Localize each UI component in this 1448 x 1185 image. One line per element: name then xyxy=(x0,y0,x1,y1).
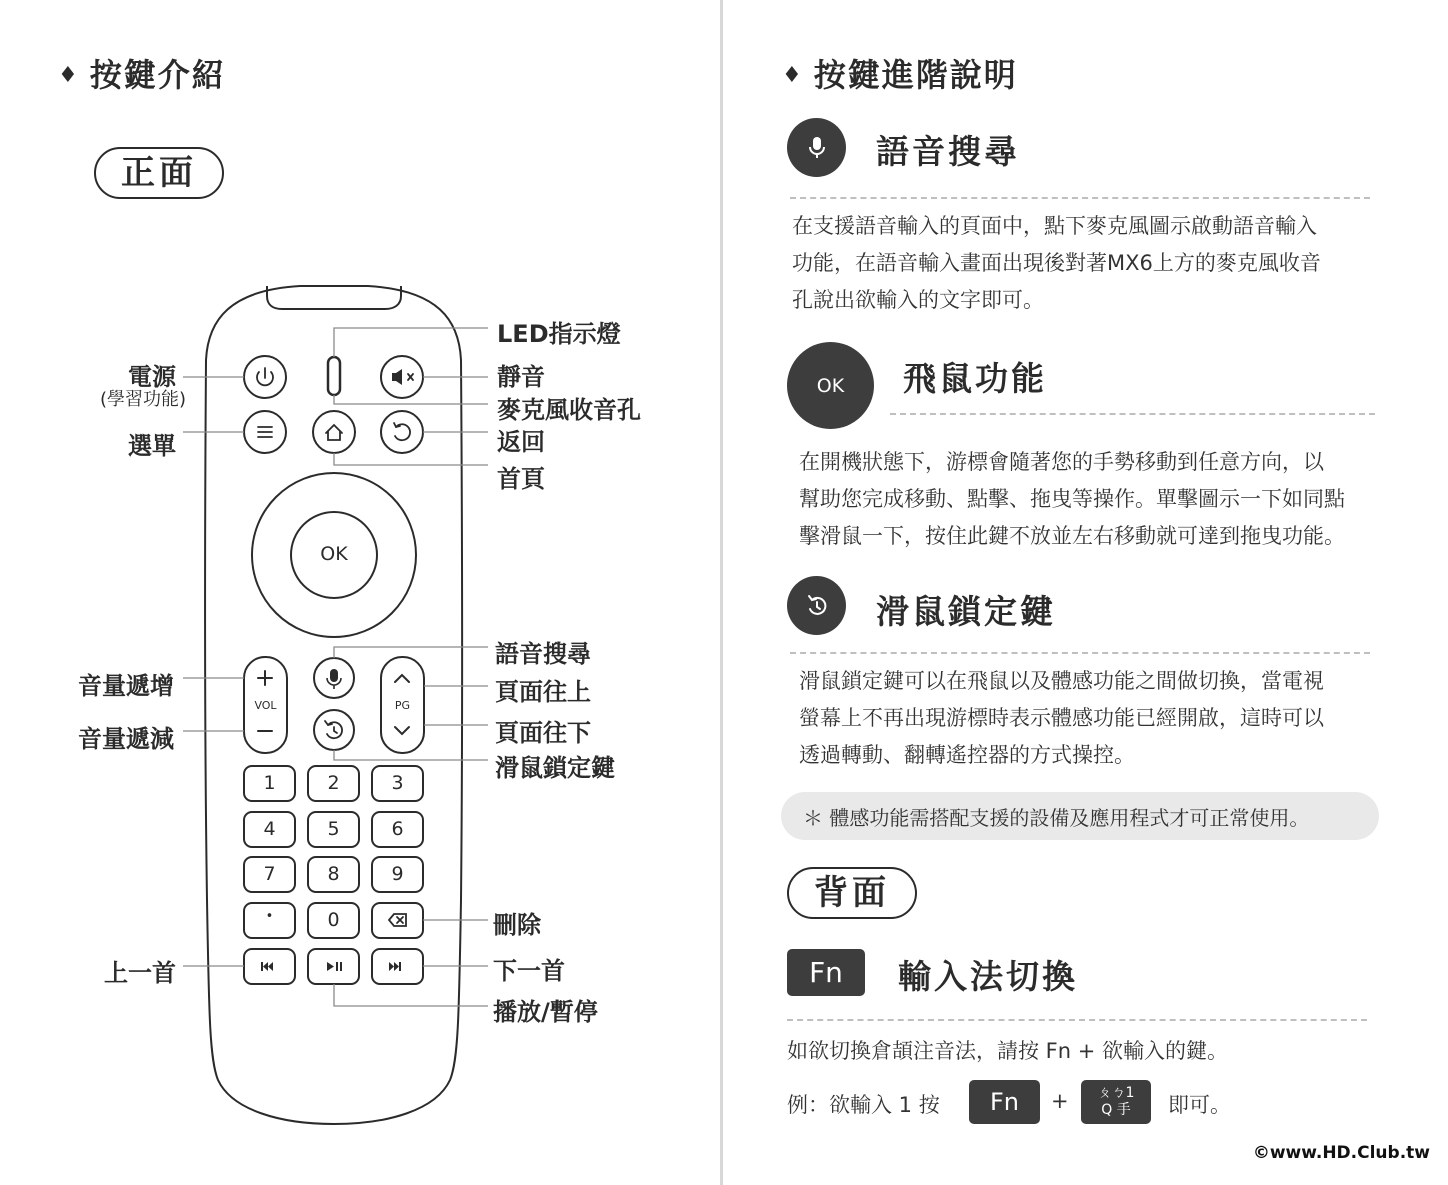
voice-line-2: 功能，在語音輸入畫面出現後對著MX6上方的麥克風收音 xyxy=(792,251,1321,275)
callout-mic-hole: 麥克風收音孔 xyxy=(497,396,641,424)
motion-note: ＊ 體感功能需搭配支援的設備及應用程式才可正常使用。 xyxy=(781,792,1379,840)
key-0-label: 0 xyxy=(327,909,340,931)
center-divider xyxy=(720,0,723,1185)
remote-top-notch xyxy=(267,286,401,309)
back-button xyxy=(381,411,423,453)
mouse-lock-icon xyxy=(802,591,832,621)
mouselock-line-3: 透過轉動、翻轉遙控器的方式操控。 xyxy=(799,743,1135,767)
pg-down-chevron-icon xyxy=(395,727,409,734)
voice-search-desc xyxy=(792,208,1392,319)
air-mouse-badge: OK xyxy=(787,342,874,429)
led-leader-line xyxy=(334,328,488,357)
home-button xyxy=(313,411,355,453)
callout-page-down: 頁面往下 xyxy=(495,719,591,747)
key-4-label: 4 xyxy=(263,818,276,840)
right-section-heading xyxy=(782,50,1018,96)
key-3-label: 3 xyxy=(391,772,404,794)
home-leader-line xyxy=(334,453,488,465)
diamond-bullet-icon: ♦ xyxy=(58,63,80,88)
callout-voice-search: 語音搜尋 xyxy=(495,640,591,668)
callout-home: 首頁 xyxy=(497,465,545,493)
mute-speaker-icon xyxy=(392,373,396,381)
diamond-bullet-icon: ♦ xyxy=(782,63,804,88)
voice-line-1: 在支援語音輸入的頁面中，點下麥克風圖示啟動語音輸入 xyxy=(792,214,1317,238)
left-heading-text: 按鍵介紹 xyxy=(89,56,226,94)
key-1-label: 1 xyxy=(263,772,276,794)
mouse-lock-desc xyxy=(799,663,1399,774)
mic-icon xyxy=(802,133,832,163)
fn-title: 輸入法切換 xyxy=(898,957,1078,996)
remote-front-diagram xyxy=(0,0,720,1185)
fn-example-plus: + xyxy=(1051,1089,1069,1113)
mouselock-line-2: 螢幕上不再出現游標時表示體感功能已經開啟，這時可以 xyxy=(799,706,1324,730)
callout-vol-down: 音量遞減 xyxy=(78,725,174,753)
mouselock-divider xyxy=(790,652,1370,654)
voice-search-badge xyxy=(787,118,846,177)
callout-next: 下一首 xyxy=(493,957,565,985)
callout-prev: 上一首 xyxy=(104,959,176,987)
voice-leader-line xyxy=(334,647,488,658)
prev-track-icon xyxy=(261,962,263,971)
callout-power-sub: (學習功能) xyxy=(100,389,187,410)
key-2-label: 2 xyxy=(327,772,340,794)
ok-label: OK xyxy=(320,543,348,565)
callout-page-up: 頁面往上 xyxy=(495,678,591,706)
voice-search-title: 語音搜尋 xyxy=(876,132,1020,171)
right-heading-text: 按鍵進階說明 xyxy=(813,56,1018,94)
pg-up-chevron-icon xyxy=(395,675,409,682)
watermark: ©www.HD.Club.tw xyxy=(1252,1143,1430,1163)
q-key-bottom: Q 手 xyxy=(1101,1102,1131,1118)
airmouse-line-3: 擊滑鼠一下，按住此鍵不放並左右移動就可達到拖曳功能。 xyxy=(799,524,1345,548)
key-8-label: 8 xyxy=(327,863,340,885)
fn-divider xyxy=(787,1019,1367,1021)
airmouse-line-2: 幫助您完成移動、點擊、拖曳等操作。單擊圖示一下如同點 xyxy=(799,487,1345,511)
callout-mute: 靜音 xyxy=(497,363,545,391)
key-6-label: 6 xyxy=(391,818,404,840)
voice-divider xyxy=(790,197,1370,199)
air-mouse-desc xyxy=(799,444,1399,555)
key-5-label: 5 xyxy=(327,818,340,840)
fn-desc: 如欲切換倉頡注音法，請按 Fn + 欲輸入的鍵。 xyxy=(787,1039,1229,1063)
callout-vol-up: 音量遞增 xyxy=(78,672,174,700)
back-label: 背面 xyxy=(787,867,917,919)
airmouse-divider xyxy=(890,413,1375,415)
air-mouse-title: 飛鼠功能 xyxy=(903,359,1047,398)
home-icon xyxy=(326,425,342,440)
key-delete xyxy=(372,903,423,938)
fn-example-key: Fn xyxy=(969,1080,1040,1124)
fn-example-prefix: 例：欲輸入 1 按 xyxy=(787,1093,940,1117)
callout-play-pause: 播放/暫停 xyxy=(493,998,598,1026)
led-indicator-slot xyxy=(328,357,340,395)
callout-power: 電源 xyxy=(128,363,176,391)
callout-delete: 刪除 xyxy=(493,911,541,939)
pg-label: PG xyxy=(394,699,411,712)
delete-icon xyxy=(389,914,406,926)
next-track-icon xyxy=(389,962,399,971)
callout-mouse-lock: 滑鼠鎖定鍵 xyxy=(495,754,615,782)
key-9-label: 9 xyxy=(391,863,404,885)
mouse-lock-title: 滑鼠鎖定鍵 xyxy=(876,592,1056,631)
mic-icon xyxy=(330,669,338,682)
key-7-label: 7 xyxy=(263,863,276,885)
q-key-top: ㄆㄅ1 xyxy=(1097,1085,1135,1101)
front-label: 正面 xyxy=(94,147,224,199)
callout-led: LED指示燈 xyxy=(497,320,621,348)
callout-menu: 選單 xyxy=(128,432,176,460)
voice-line-3: 孔說出欲輸入的文字即可。 xyxy=(792,288,1044,312)
play-leader-line xyxy=(334,984,488,1006)
callout-back: 返回 xyxy=(497,428,545,456)
vol-label: VOL xyxy=(254,699,277,712)
fn-key-badge: Fn xyxy=(787,949,865,996)
fn-example-suffix: 即可。 xyxy=(1168,1093,1231,1117)
mouselock-line-1: 滑鼠鎖定鍵可以在飛鼠以及體感功能之間做切換，當電視 xyxy=(799,669,1324,693)
q-example-key xyxy=(1081,1080,1151,1124)
key-dot-label: • xyxy=(265,909,274,924)
airmouse-line-1: 在開機狀態下，游標會隨著您的手勢移動到任意方向，以 xyxy=(799,450,1324,474)
play-pause-icon xyxy=(327,962,334,971)
mouse-lock-badge xyxy=(787,576,846,635)
